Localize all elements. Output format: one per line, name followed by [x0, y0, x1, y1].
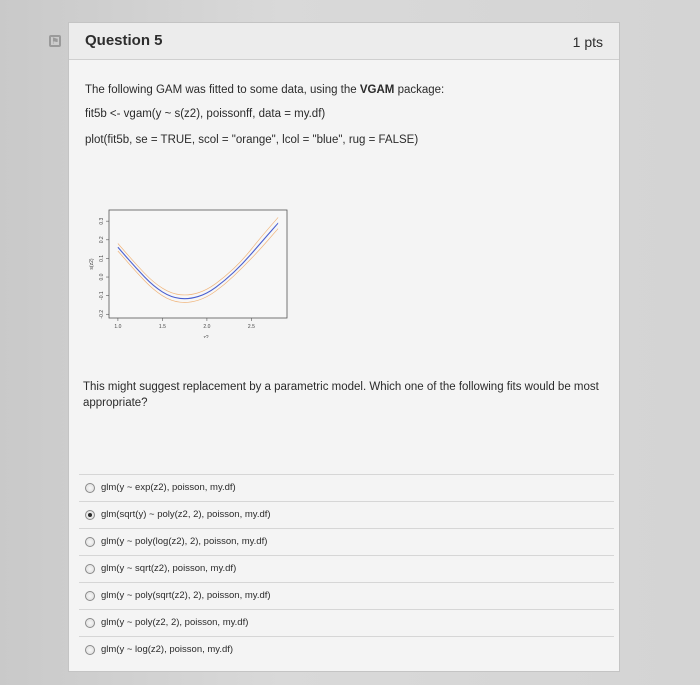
- answer-option[interactable]: [79, 501, 614, 528]
- x-axis-label: z2: [203, 335, 209, 338]
- x-tick-label: 1.5: [158, 324, 166, 330]
- answer-option[interactable]: [79, 609, 614, 636]
- radio-button[interactable]: [85, 618, 95, 628]
- y-tick-label: -0.2: [99, 309, 105, 319]
- radio-button[interactable]: [85, 483, 95, 493]
- answer-list: [79, 474, 614, 663]
- answer-option[interactable]: [79, 582, 614, 609]
- y-axis-label: s(z2): [89, 258, 95, 270]
- answer-label: glm(y ~ poly(z2, 2), poisson, my.df): [101, 617, 249, 628]
- question-points: 1 pts: [572, 34, 603, 50]
- answer-label: glm(sqrt(y) ~ poly(z2, 2), poisson, my.df): [101, 509, 271, 520]
- answer-option[interactable]: [79, 528, 614, 555]
- y-tick-label: 0.3: [99, 217, 105, 225]
- code-line-1: fit5b <- vgam(y ~ s(z2), poissonff, data = my.df): [85, 108, 326, 120]
- code-line-2: plot(fit5b, se = TRUE, scol = "orange", lcol = "blue", rug = FALSE): [85, 134, 419, 146]
- question-title: Question 5: [85, 32, 163, 49]
- y-tick-label: 0.0: [99, 273, 105, 281]
- answer-label: glm(y ~ sqrt(z2), poisson, my.df): [101, 563, 237, 574]
- x-tick-label: 1.0: [114, 324, 122, 330]
- flag-question-icon[interactable]: ⚑: [51, 36, 60, 46]
- answer-option[interactable]: [79, 636, 614, 663]
- answer-option[interactable]: [79, 474, 614, 501]
- question-header: [51, 23, 619, 60]
- answer-option[interactable]: [79, 555, 614, 582]
- question-intro: [85, 84, 444, 96]
- answer-label: glm(y ~ exp(z2), poisson, my.df): [101, 482, 236, 493]
- radio-button[interactable]: [85, 645, 95, 655]
- radio-button[interactable]: [85, 564, 95, 574]
- answer-label: glm(y ~ poly(sqrt(z2), 2), poisson, my.df): [101, 590, 271, 601]
- x-tick-label: 2.5: [247, 324, 255, 330]
- y-tick-label: 0.2: [99, 236, 105, 244]
- radio-button[interactable]: [85, 510, 95, 520]
- radio-button[interactable]: [85, 537, 95, 547]
- package-suffix: package:: [397, 84, 445, 96]
- y-tick-label: -0.1: [99, 291, 105, 300]
- answer-label: glm(y ~ poly(log(z2), 2), poisson, my.df): [101, 536, 268, 547]
- followup-question: This might suggest replacement by a parametric model. Which one of the following fits would be most appropriate?: [83, 381, 599, 409]
- package-name: VGAM: [359, 84, 395, 96]
- x-tick-label: 2.0: [203, 324, 211, 330]
- y-tick-label: 0.1: [99, 254, 105, 262]
- radio-button[interactable]: [85, 591, 95, 601]
- gam-plot: [89, 208, 289, 338]
- answer-label: glm(y ~ log(z2), poisson, my.df): [101, 644, 234, 655]
- intro-text: The following GAM was fitted to some data, using the: [85, 84, 357, 96]
- question-card: [51, 22, 620, 672]
